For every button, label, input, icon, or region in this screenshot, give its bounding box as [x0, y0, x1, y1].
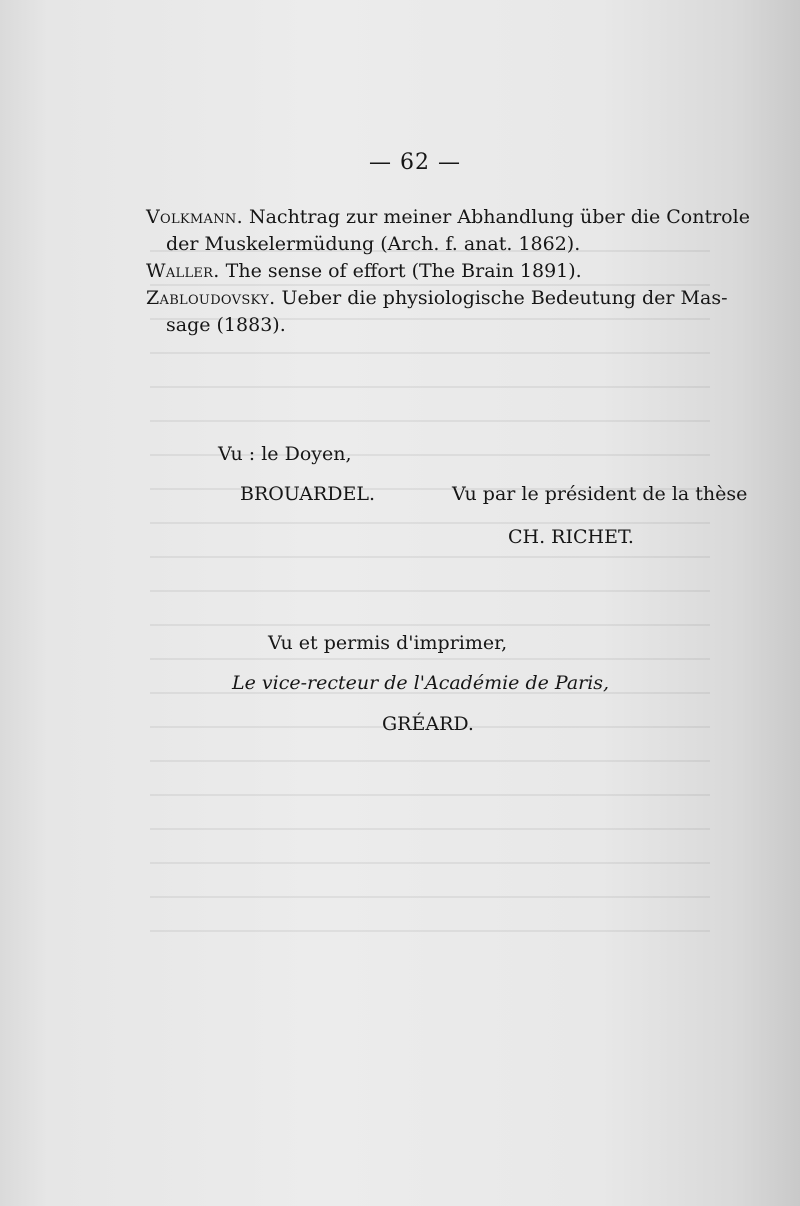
page-number: — 62 —	[369, 150, 461, 175]
bib-text: Ueber die physiologische Bedeutung der Mas-	[281, 287, 728, 309]
bib-entry-volkmann-line-1	[146, 205, 750, 229]
doyen-name: BROUARDEL.	[240, 483, 376, 505]
bib-author: Zabloudovsky.	[146, 287, 276, 309]
bib-entry-waller	[146, 259, 582, 283]
bib-text: Nachtrag zur meiner Abhandlung über die Controle	[248, 206, 750, 228]
bib-entry-volkmann-line-2: der Muskelermüdung (Arch. f. anat. 1862).	[166, 233, 581, 255]
vice-recteur-title: Le vice-recteur de l'Académie de Paris,	[232, 672, 610, 694]
bib-text: The sense of effort (The Brain 1891).	[225, 260, 582, 282]
vu-et-permis: Vu et permis d'imprimer,	[268, 632, 508, 654]
vu-le-doyen: Vu : le Doyen,	[218, 443, 352, 465]
bleed-through-texture	[150, 250, 710, 950]
president-name: CH. RICHET.	[508, 526, 634, 548]
bib-entry-zabloudovsky-line-1	[146, 286, 728, 310]
bib-entry-zabloudovsky-line-2: sage (1883).	[166, 314, 286, 336]
bib-author: Volkmann.	[146, 206, 243, 228]
bib-author: Waller.	[146, 260, 220, 282]
recteur-name: GRÉARD.	[382, 713, 474, 735]
vu-par-le-president: Vu par le président de la thèse	[452, 483, 748, 505]
